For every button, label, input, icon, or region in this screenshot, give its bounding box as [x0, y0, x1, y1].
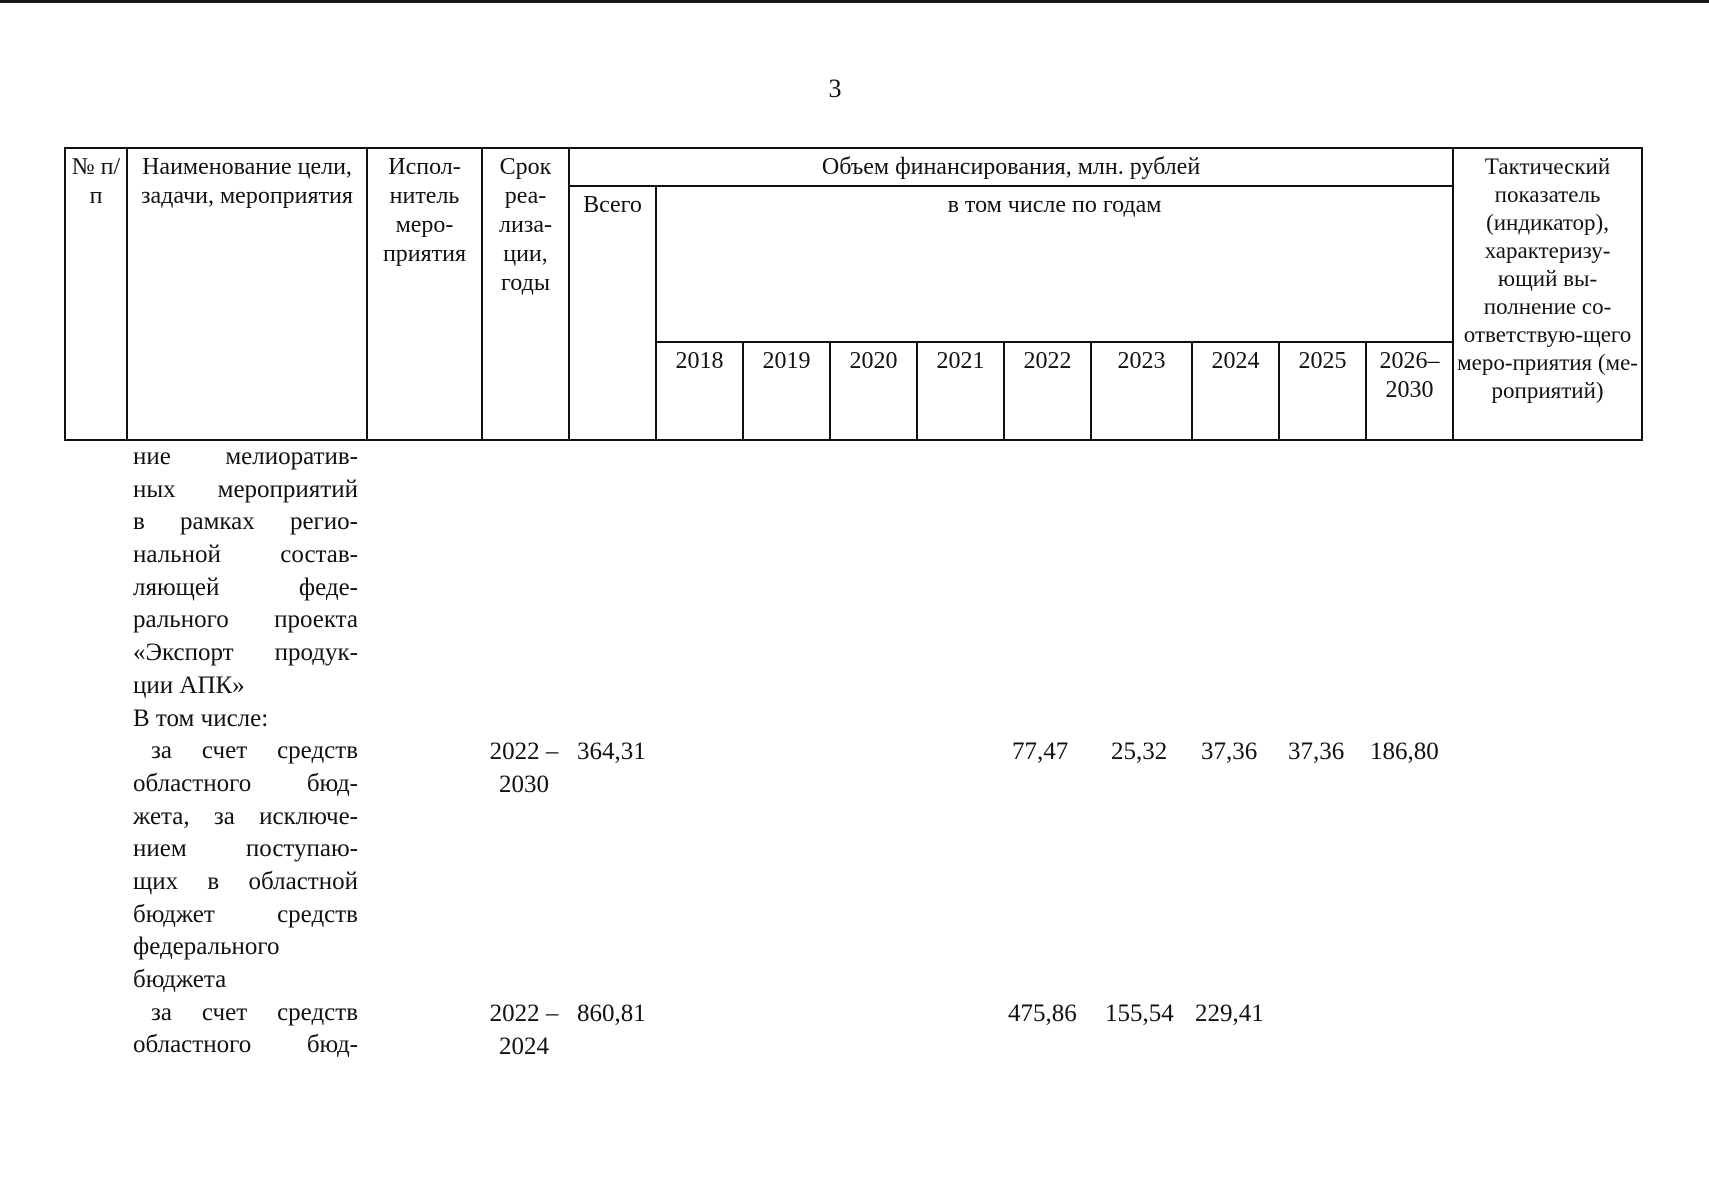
name-line: ных мероприятий: [133, 475, 358, 503]
header-by-years: в том числе по годам: [656, 186, 1453, 342]
header-num: № п/п: [65, 148, 127, 440]
header-name: Наименование цели, задачи, мероприятия: [127, 148, 367, 440]
row2-term-start: 2022 –: [489, 1000, 559, 1027]
name-line: щих в областной: [133, 867, 358, 895]
row1-2022: 77,47: [1012, 738, 1069, 765]
row1-2025: 37,36: [1288, 738, 1345, 765]
name-line: за счет средств: [151, 998, 358, 1026]
name-line: бюджета: [133, 966, 227, 993]
row1-term-end: 2030: [499, 771, 549, 798]
header-year-2023: 2023: [1091, 342, 1192, 440]
header-indicator: Тактический показатель (индикатор), характеризу-ющий вы-полнение со-ответствую-щего меро-приятия (ме-роприятий): [1453, 148, 1642, 440]
row1-2023: 25,32: [1111, 738, 1168, 765]
name-line: ние мелиоратив-: [133, 443, 358, 470]
header-year-2018: 2018: [656, 342, 743, 440]
header-executor: Испол-нитель меро-приятия: [367, 148, 482, 440]
activity-name-text: [133, 441, 358, 1062]
name-line: областного бюд-: [133, 769, 358, 797]
row2-term-end: 2024: [499, 1033, 549, 1060]
name-line: рального проекта: [133, 606, 358, 634]
row2-2022: 475,86: [1008, 1000, 1077, 1027]
header-total: Всего: [569, 186, 656, 440]
name-line: бюджет средств: [133, 900, 358, 928]
row2-2024: 229,41: [1195, 1000, 1264, 1027]
name-line: областного бюд-: [133, 1031, 358, 1059]
name-line: нием поступаю-: [133, 835, 358, 863]
header-year-2026-2030: 2026–2030: [1366, 342, 1453, 440]
name-line: В том числе:: [133, 704, 269, 732]
name-line: нальной состав-: [133, 541, 358, 569]
name-line: жета, за исключе-: [133, 802, 358, 830]
header-year-2021: 2021: [917, 342, 1004, 440]
name-line: ции АПК»: [133, 671, 245, 699]
name-line: за счет средств: [151, 737, 358, 765]
name-line: ляющей феде-: [133, 573, 358, 601]
header-year-2022: 2022: [1004, 342, 1091, 440]
name-line: в рамках регио-: [133, 508, 358, 536]
header-year-2019: 2019: [743, 342, 830, 440]
row1-term-start: 2022 –: [489, 738, 559, 765]
scan-edge: [0, 0, 1709, 3]
row1-2026-2030: 186,80: [1370, 738, 1439, 765]
header-year-2020: 2020: [830, 342, 917, 440]
header-term: Срок реа-лиза-ции, годы: [482, 148, 569, 440]
financing-table-header: [64, 147, 1643, 441]
name-line: федерального: [133, 933, 280, 961]
header-year-2025: 2025: [1279, 342, 1366, 440]
row1-total: 364,31: [577, 738, 646, 765]
row2-2023: 155,54: [1105, 1000, 1174, 1027]
header-funding: Объем финансирования, млн. рублей: [569, 148, 1453, 186]
page-number: 3: [828, 74, 842, 103]
row1-2024: 37,36: [1201, 738, 1258, 765]
row2-total: 860,81: [577, 1000, 646, 1027]
name-line: «Экспорт продук-: [133, 639, 358, 667]
header-year-2024: 2024: [1192, 342, 1279, 440]
